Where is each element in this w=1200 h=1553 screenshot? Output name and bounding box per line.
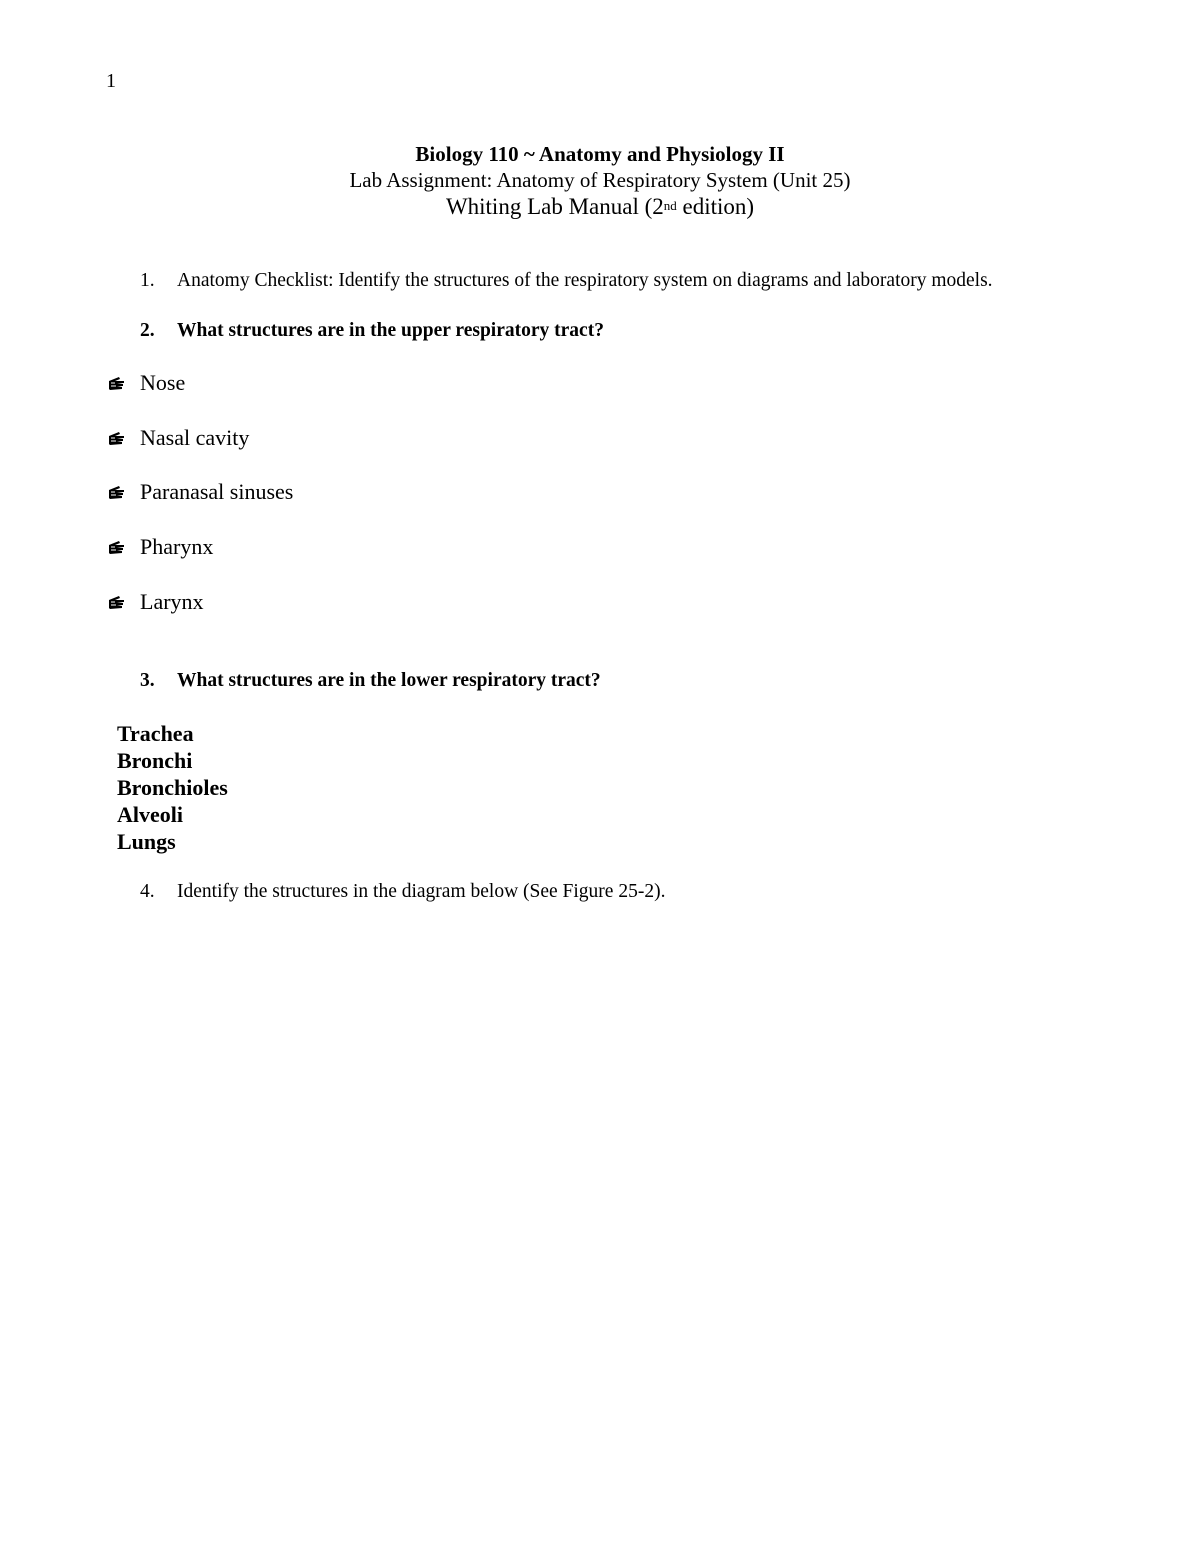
- upper-tract-item: [108, 589, 204, 615]
- question-text: What structures are in the lower respiratory tract?: [177, 670, 601, 691]
- upper-tract-item-label: Larynx: [140, 589, 204, 614]
- lower-tract-item: Lungs: [117, 829, 176, 854]
- question-number: 4.: [140, 881, 155, 902]
- pointing-hand-icon: [108, 593, 126, 611]
- lower-tract-item: Alveoli: [117, 802, 183, 827]
- lower-tract-list: [117, 720, 228, 855]
- lower-tract-item: Trachea: [117, 721, 194, 746]
- upper-tract-item-label: Nose: [140, 370, 186, 395]
- pointing-hand-icon: [108, 483, 126, 501]
- question-1: [140, 270, 993, 292]
- lab-manual-line: [0, 193, 1200, 221]
- upper-tract-item: [108, 425, 249, 451]
- question-4: [140, 881, 665, 903]
- question-3: [140, 670, 601, 692]
- question-text: Anatomy Checklist: Identify the structures of the respiratory system on diagrams and laboratory models.: [177, 270, 993, 291]
- question-2: [140, 320, 604, 342]
- question-text: Identify the structures in the diagram below (See Figure 25-2).: [177, 881, 666, 902]
- assignment-subtitle: Lab Assignment: Anatomy of Respiratory System (Unit 25): [349, 168, 851, 192]
- upper-tract-item-label: Paranasal sinuses: [140, 479, 294, 504]
- pointing-hand-icon: [108, 374, 126, 392]
- lower-tract-item: Bronchi: [117, 748, 193, 773]
- manual-prefix: Whiting Lab Manual (2: [445, 194, 664, 219]
- question-number: 3.: [140, 670, 155, 691]
- manual-suffix: edition): [676, 194, 755, 219]
- upper-tract-item-label: Pharynx: [140, 534, 214, 559]
- document-header: [0, 141, 1200, 221]
- lower-tract-item: Bronchioles: [117, 775, 228, 800]
- upper-tract-item-label: Nasal cavity: [140, 425, 250, 450]
- upper-tract-item: [108, 534, 213, 560]
- pointing-hand-icon: [108, 538, 126, 556]
- document-title: Biology 110 ~ Anatomy and Physiology II: [415, 142, 785, 166]
- page-number: 1: [106, 70, 116, 92]
- question-text: What structures are in the upper respiratory tract?: [177, 320, 604, 341]
- pointing-hand-icon: [108, 429, 126, 447]
- upper-tract-item: [108, 479, 293, 505]
- question-number: 1.: [140, 270, 155, 291]
- upper-tract-item: [108, 370, 185, 396]
- question-number: 2.: [140, 320, 155, 341]
- manual-superscript: nd: [663, 198, 677, 213]
